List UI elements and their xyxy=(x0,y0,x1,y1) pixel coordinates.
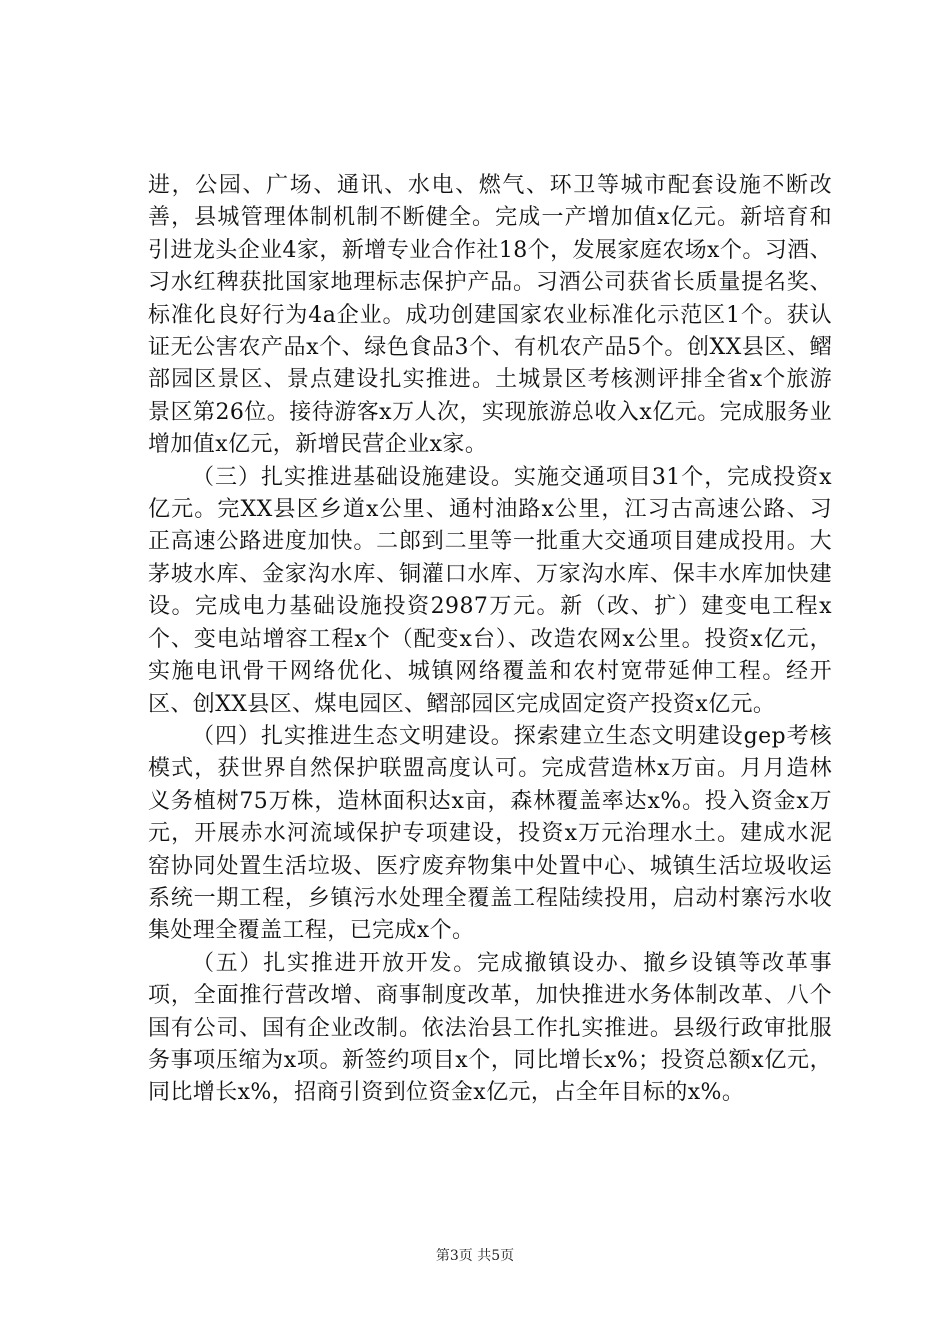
paragraph-continuation: 进，公园、广场、通讯、水电、燃气、环卫等城市配套设施不断改善，县城管理体制机制不断健全。完成一产增加值x亿元。新培育和引进龙头企业4家，新增专业合作社18个，发展家庭农场x个。习酒、习水红稗获批国家地理标志保护产品。习酒公司获省长质量提名奖、标准化良好行为4a企业。成功创建国家农业标准化示范区1个。获认证无公害农产品x个、绿色食品3个、有机农产品5个。创XX县区、鳛部园区景区、景点建设扎实推进。土城景区考核测评排全省x个旅游景区第26位。接待游客x万人次，实现旅游总收入x亿元。完成服务业增加值x亿元，新增民营企业x家。 xyxy=(148,173,832,458)
paragraph-opening-up: （五）扎实推进开放开发。完成撤镇设办、撤乡设镇等改革事项，全面推行营改增、商事制度改革，加快推进水务体制改革、八个国有公司、国有企业改制。依法治县工作扎实推进。县级行政审批服务事项压缩为x项。新签约项目x个，同比增长x%；投资总额x亿元，同比增长x%，招商引资到位资金x亿元，占全年目标的x%。 xyxy=(148,950,832,1106)
page-number-footer: 第3页 共5页 xyxy=(435,1248,515,1264)
paragraph-ecology: （四）扎实推进生态文明建设。探索建立生态文明建设gep考核模式，获世界自然保护联盟高度认可。完成营造林x万亩。月月造林义务植树75万株，造林面积达x亩，森林覆盖率达x%。投入资金x万元，开展赤水河流域保护专项建设，投资x万元治理水土。建成水泥窑协同处置生活垃圾、医疗废弃物集中处置中心、城镇生活垃圾收运系统一期工程，乡镇污水处理全覆盖工程陆续投用，启动村寨污水收集处理全覆盖工程，已完成x个。 xyxy=(148,723,832,944)
paragraph-infrastructure: （三）扎实推进基础设施建设。实施交通项目31个，完成投资x亿元。完XX县区乡道x公里、通村油路x公里，江习古高速公路、习正高速公路进度加快。二郎到二里等一批重大交通项目建成投用。大茅坡水库、金家沟水库、铜灌口水库、万家沟水库、保丰水库加快建设。完成电力基础设施投资2987万元。新（改、扩）建变电工程x个、变电站增容工程x个（配变x台）、改造农网x公里。投资x亿元，实施电讯骨干网络优化、城镇网络覆盖和农村宽带延伸工程。经开区、创XX县区、煤电园区、鳛部园区完成固定资产投资x亿元。 xyxy=(148,464,832,717)
document-body xyxy=(148,170,832,1110)
